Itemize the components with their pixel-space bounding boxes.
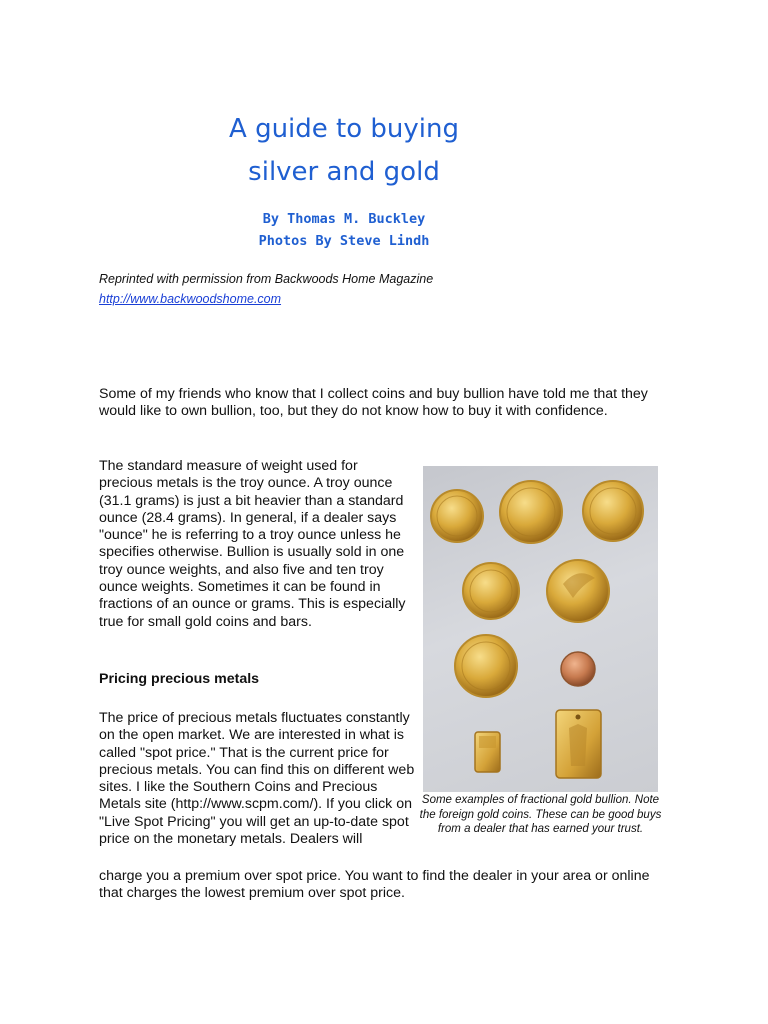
paragraph-intro: Some of my friends who know that I collect coins and buy bullion have told me that they would like to own bullion, too, but they do not know how to buy it with confidence. (99, 386, 648, 420)
byline-author: By Thomas M. Buckley (262, 211, 426, 227)
reprint-note: Reprinted with permission from Backwoods Home Magazine (99, 272, 434, 286)
reprint-link[interactable]: http://www.backwoodshome.com (99, 292, 282, 306)
paragraph-spot-price: The price of precious metals fluctuates constantly on the open market. We are interested in what is called "spot price." That is the current price for precious metals. You can find this on different web sites. I like the Southern Coins and Precious Metals site (http://www.scpm.com/). If you click on "Live Spot Pricing" you will get an up-to-date spot price on the monetary metals. Dealers will (99, 710, 415, 848)
title-line-1: A guide to buying (229, 114, 459, 144)
coin-liberty-half (500, 481, 562, 543)
byline-photos: Photos By Steve Lindh (258, 233, 430, 249)
article-title (150, 108, 538, 194)
reprint-notice (99, 269, 433, 309)
coin-mexican-portrait (583, 481, 643, 541)
coins-illustration (423, 466, 658, 792)
coin-krugerrand (455, 635, 517, 697)
photo-caption: Some examples of fractional gold bullion. Note the foreign gold coins. These can be good buys from a dealer that has earned your trust. (419, 794, 662, 836)
title-line-2: silver and gold (248, 157, 440, 187)
paragraph-troy-ounce: The standard measure of weight used for precious metals is the troy ounce. A troy ounce (31.1 grams) is just a bit heavier than a standard ounce (28.4 grams). In general, if a dealer says "ounce" he is referring to a troy ounce unless he specifies otherwise. Bullion is usually sold in one troy ounce weights, and also five and ten troy ounce weights. Sometimes it can be found in fractions of an ounce or grams. This is especially true for small gold coins and bars. (99, 458, 406, 630)
coin-small-copper (561, 652, 595, 686)
coin-liberty-tenth (431, 490, 483, 542)
byline (150, 208, 538, 252)
section-heading: Pricing precious metals (99, 671, 260, 687)
paragraph-dealer-premium: charge you a premium over spot price. You want to find the dealer in your area or online that charges the lowest premium over spot price. (99, 868, 650, 902)
coin-austrian (463, 563, 519, 619)
gold-bullion-photo (423, 466, 658, 792)
